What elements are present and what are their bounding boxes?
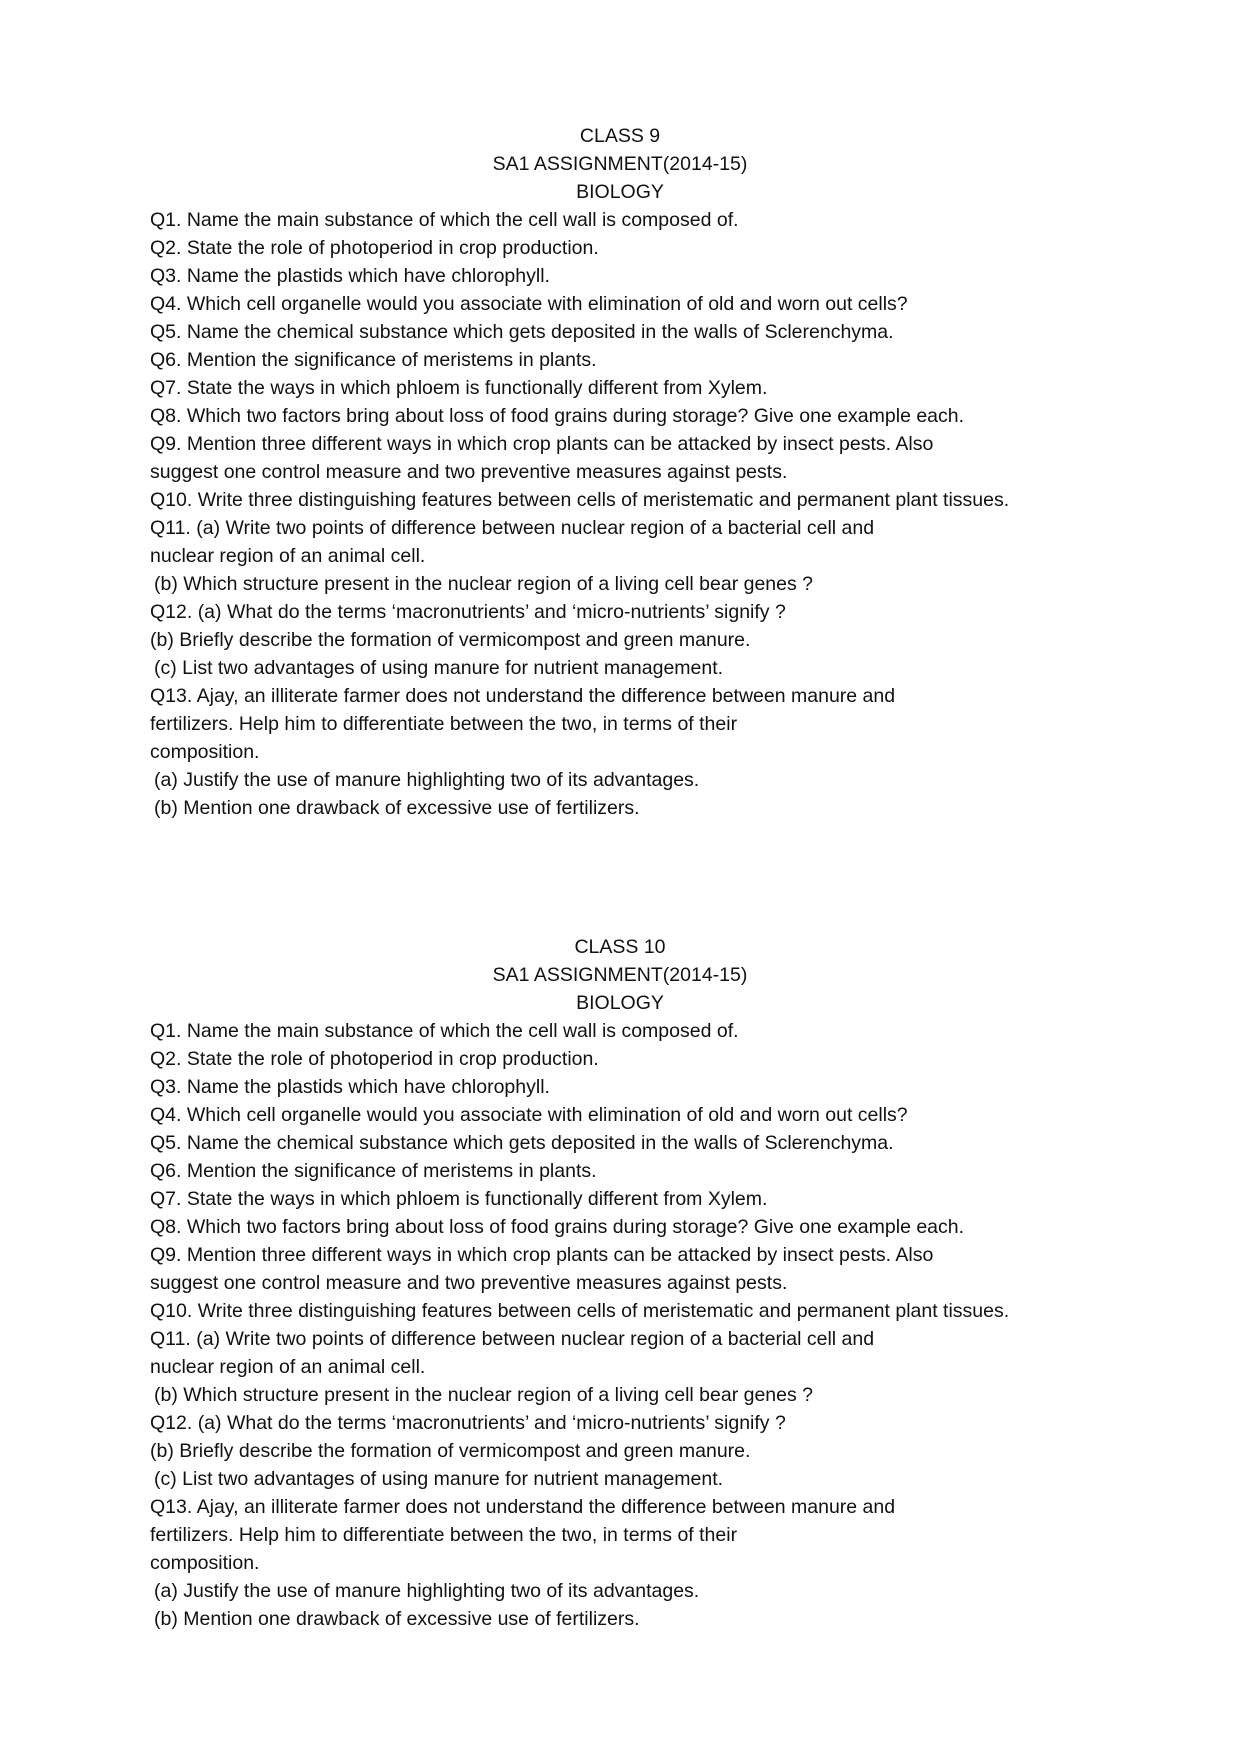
question-line: Q7. State the ways in which phloem is functionally different from Xylem. [150, 1188, 768, 1210]
question-line: (c) List two advantages of using manure for nutrient management. [154, 657, 724, 679]
question-line: (a) Justify the use of manure highlighting two of its advantages. [154, 1580, 700, 1602]
question-line: Q6. Mention the significance of meristems in plants. [150, 1160, 597, 1182]
question-line: Q5. Name the chemical substance which gets deposited in the walls of Sclerenchyma. [150, 321, 894, 343]
question-line: Q12. (a) What do the terms ‘macronutrients’ and ‘micro-nutrients’ signify ? [150, 601, 786, 623]
question-line: Q8. Which two factors bring about loss of food grains during storage? Give one example each. [150, 1216, 965, 1238]
question-line: Q6. Mention the significance of meristems in plants. [150, 349, 597, 371]
question-line: Q11. (a) Write two points of difference between nuclear region of a bacterial cell and [150, 1328, 875, 1350]
question-line: composition. [150, 741, 260, 763]
question-line: Q1. Name the main substance of which the cell wall is composed of. [150, 1020, 739, 1042]
question-line: Q4. Which cell organelle would you associate with elimination of old and worn out cells? [150, 1104, 908, 1126]
question-line: nuclear region of an animal cell. [150, 545, 426, 567]
question-line: (b) Briefly describe the formation of vermicompost and green manure. [150, 1440, 751, 1462]
question-line: (b) Which structure present in the nuclear region of a living cell bear genes ? [154, 1384, 814, 1406]
question-line: (a) Justify the use of manure highlighting two of its advantages. [154, 769, 700, 791]
question-line: Q3. Name the plastids which have chlorophyll. [150, 1076, 550, 1098]
question-line: Q5. Name the chemical substance which gets deposited in the walls of Sclerenchyma. [150, 1132, 894, 1154]
subject-heading: BIOLOGY [576, 992, 664, 1014]
question-line: Q13. Ajay, an illiterate farmer does not understand the difference between manure and [150, 685, 896, 707]
question-line: Q2. State the role of photoperiod in crop production. [150, 237, 599, 259]
question-line: suggest one control measure and two preventive measures against pests. [150, 461, 788, 483]
question-line: Q1. Name the main substance of which the cell wall is composed of. [150, 209, 739, 231]
question-line: Q11. (a) Write two points of difference between nuclear region of a bacterial cell and [150, 517, 875, 539]
question-line: Q2. State the role of photoperiod in crop production. [150, 1048, 599, 1070]
question-line: Q9. Mention three different ways in which crop plants can be attacked by insect pests. Also [150, 1244, 934, 1266]
question-line: composition. [150, 1552, 260, 1574]
question-line: nuclear region of an animal cell. [150, 1356, 426, 1378]
question-line: Q10. Write three distinguishing features between cells of meristematic and permanent plant tissues. [150, 489, 1010, 511]
assignment-section-class-10 [150, 933, 1150, 1633]
subject-heading: BIOLOGY [576, 181, 664, 203]
question-line: (b) Which structure present in the nuclear region of a living cell bear genes ? [154, 573, 814, 595]
assignment-heading: SA1 ASSIGNMENT(2014-15) [492, 964, 748, 986]
question-line: Q3. Name the plastids which have chlorophyll. [150, 265, 550, 287]
question-line: Q8. Which two factors bring about loss of food grains during storage? Give one example each. [150, 405, 965, 427]
question-line: Q12. (a) What do the terms ‘macronutrients’ and ‘micro-nutrients’ signify ? [150, 1412, 786, 1434]
question-line: (b) Mention one drawback of excessive use of fertilizers. [154, 797, 640, 819]
question-line: suggest one control measure and two preventive measures against pests. [150, 1272, 788, 1294]
question-line: fertilizers. Help him to differentiate between the two, in terms of their [150, 1524, 738, 1546]
class-heading: CLASS 9 [579, 125, 661, 147]
question-line: (b) Briefly describe the formation of vermicompost and green manure. [150, 629, 751, 651]
assignment-section-class-9 [150, 122, 1150, 822]
question-line: fertilizers. Help him to differentiate between the two, in terms of their [150, 713, 738, 735]
question-line: Q7. State the ways in which phloem is functionally different from Xylem. [150, 377, 768, 399]
question-line: Q4. Which cell organelle would you associate with elimination of old and worn out cells? [150, 293, 908, 315]
class-heading: CLASS 10 [574, 936, 666, 958]
question-line: Q10. Write three distinguishing features between cells of meristematic and permanent plant tissues. [150, 1300, 1010, 1322]
question-line: Q9. Mention three different ways in which crop plants can be attacked by insect pests. Also [150, 433, 934, 455]
assignment-heading: SA1 ASSIGNMENT(2014-15) [492, 153, 748, 175]
question-line: (c) List two advantages of using manure for nutrient management. [154, 1468, 724, 1490]
question-line: (b) Mention one drawback of excessive use of fertilizers. [154, 1608, 640, 1630]
question-line: Q13. Ajay, an illiterate farmer does not understand the difference between manure and [150, 1496, 896, 1518]
